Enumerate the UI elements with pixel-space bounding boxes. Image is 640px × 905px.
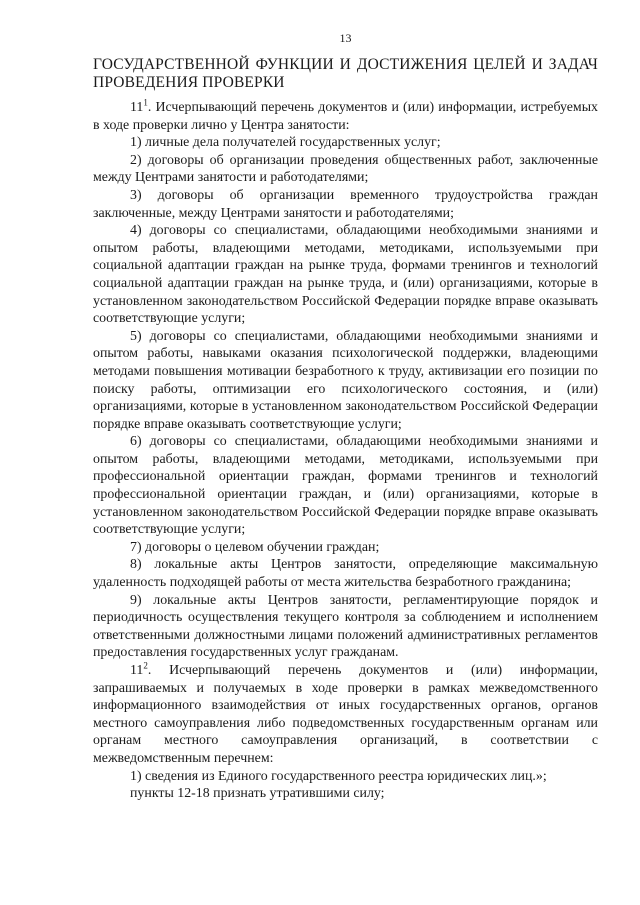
closing-line: пункты 12-18 признать утратившими силу; <box>130 786 385 802</box>
list-item: 8) локальные акты Центров занятости, определяющие максимальную удаленность подходящей работы от места жительства безработного гражданина; <box>93 557 598 591</box>
paragraph-text: . Исчерпывающий перечень документов и (или) информации, запрашиваемых и получаемых в ходе проверки в рамках межведомственного информационного взаимодействия от иных государственных органов, органов местного самоуправления либо подведомственных государственным органам или органам местного самоуправления организаций, в соответствии с межведомственным перечнем: <box>93 663 598 766</box>
document-body <box>93 99 598 803</box>
list-item: 1) личные дела получателей государственных услуг; <box>130 135 441 151</box>
list-item: 3) договоры об организации временного трудоустройства граждан заключенные, между Центрами занятости и работодателями; <box>93 187 598 221</box>
list-item: 5) договоры со специалистами, обладающими необходимыми знаниями и опытом работы, навыками оказания психологической поддержки, владеющими методами повышения мотивации безработного к труду, активизации его позиции по поиску работы, оптимизации его психологического состояния, и (или) организациями, которые в установленном законодательством Российской Федерации порядке вправе оказывать соответствующие услуги; <box>93 328 598 432</box>
section-heading: ГОСУДАРСТВЕННОЙ ФУНКЦИИ И ДОСТИЖЕНИЯ ЦЕЛЕЙ И ЗАДАЧ ПРОВЕДЕНИЯ ПРОВЕРКИ <box>93 56 598 91</box>
list-item: 1) сведения из Единого государственного реестра юридических лиц.»; <box>130 768 547 784</box>
list-item: 9) локальные акты Центров занятости, регламентирующие порядок и периодичность осуществления текущего контроля за соблюдением и исполнением ответственными должностными лицами положений административных регламентов предоставления государственных услуг гражданам. <box>93 592 598 661</box>
paragraph-text: . Исчерпывающий перечень документов и (или) информации, истребуемых в ходе проверки лично у Центра занятости: <box>93 100 598 133</box>
paragraph-11-1 <box>93 99 598 134</box>
list-item: 6) договоры со специалистами, обладающими необходимыми знаниями и опытом работы, владеющими методами, методиками, используемыми при профессиональной ориентации граждан, формами тренингов и технологий профессиональной ориентации граждан, и (или) организациями, которые в установленном законодательством Российской Федерации порядке вправе оказывать соответствующие услуги; <box>93 434 598 538</box>
list-item: 7) договоры о целевом обучении граждан; <box>130 539 380 555</box>
paragraph-superscript: 1 <box>143 97 148 108</box>
paragraph-superscript: 2 <box>143 660 148 671</box>
list-item: 2) договоры об организации проведения общественных работ, заключенные между Центрами занятости и работодателями; <box>93 152 598 186</box>
paragraph-number: 11 <box>130 100 144 115</box>
paragraph-number: 11 <box>130 663 144 678</box>
page-number: 13 <box>339 31 352 45</box>
list-item: 4) договоры со специалистами, обладающими необходимыми знаниями и опытом работы, владеющими методами, методиками, используемыми при социальной адаптации граждан на рынке труда, формами тренингов и технологий социальной адаптации граждан на рынке труда, и (или) организациями, которые в установленном законодательством Российской Федерации порядке вправе оказывать соответствующие услуги; <box>93 223 598 327</box>
paragraph-11-2 <box>93 662 598 768</box>
